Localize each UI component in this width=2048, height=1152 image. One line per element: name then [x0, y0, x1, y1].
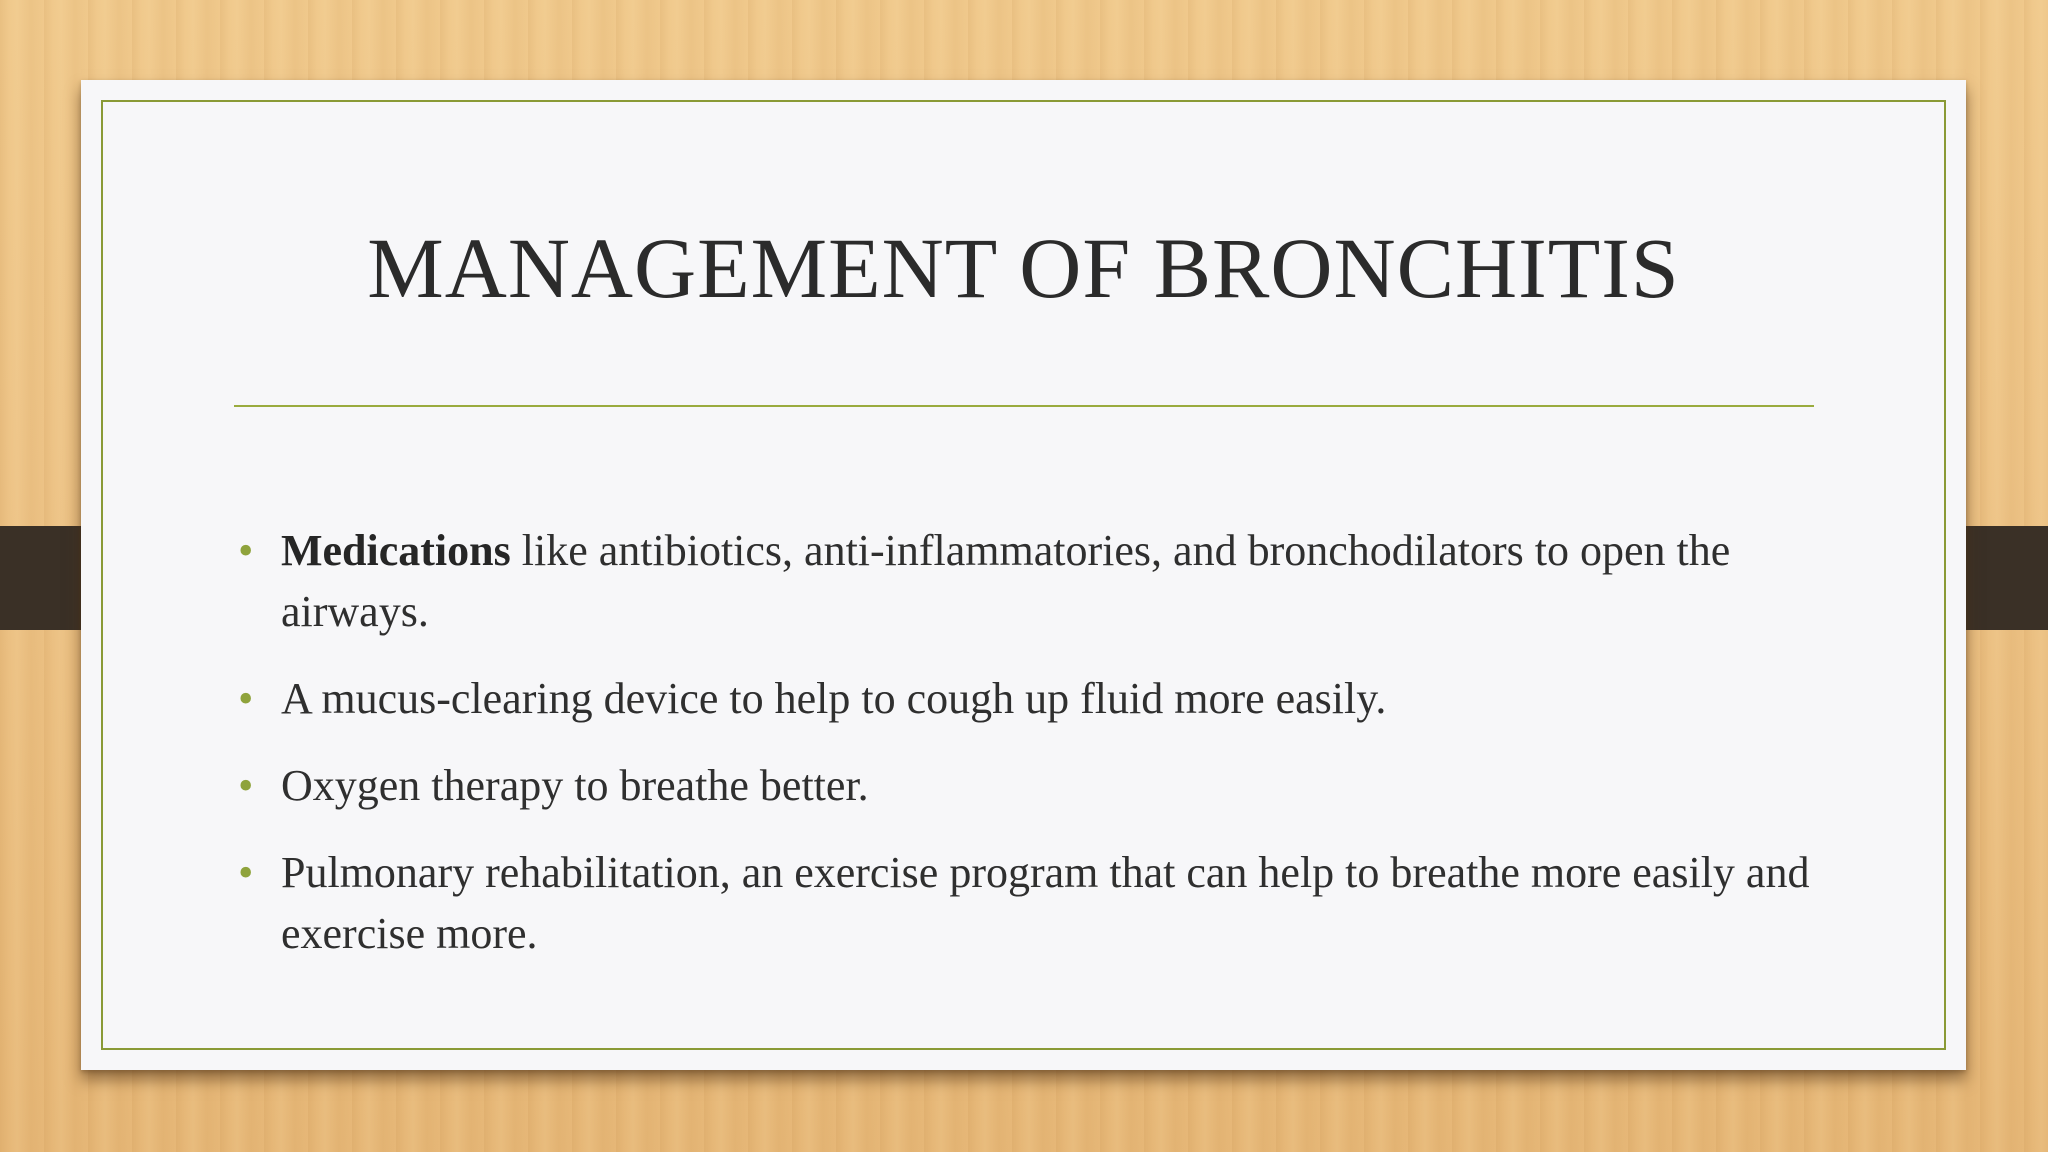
bullet-icon: •	[238, 526, 254, 575]
bullet-text: like antibiotics, anti-inflammatories, and bronchodilators to open the airways.	[281, 526, 1731, 636]
bullet-bold-text: Medications	[281, 526, 511, 575]
bullet-item	[238, 842, 1841, 964]
bullet-item	[238, 668, 1841, 729]
slide	[81, 80, 1966, 1070]
bullet-icon: •	[238, 761, 254, 810]
bullet-text: Pulmonary rehabilitation, an exercise program that can help to breathe more easily and exercise more.	[281, 848, 1810, 958]
title-divider	[234, 405, 1814, 407]
bullet-item	[238, 520, 1841, 642]
bullet-icon: •	[238, 674, 254, 723]
slide-title: MANAGEMENT OF BRONCHITIS	[367, 220, 1680, 316]
bullet-item	[238, 755, 1841, 816]
bullet-text: A mucus-clearing device to help to cough up fluid more easily.	[281, 674, 1387, 723]
bullet-icon: •	[238, 848, 254, 897]
bullet-text: Oxygen therapy to breathe better.	[281, 761, 869, 810]
bullet-list	[238, 520, 1841, 990]
